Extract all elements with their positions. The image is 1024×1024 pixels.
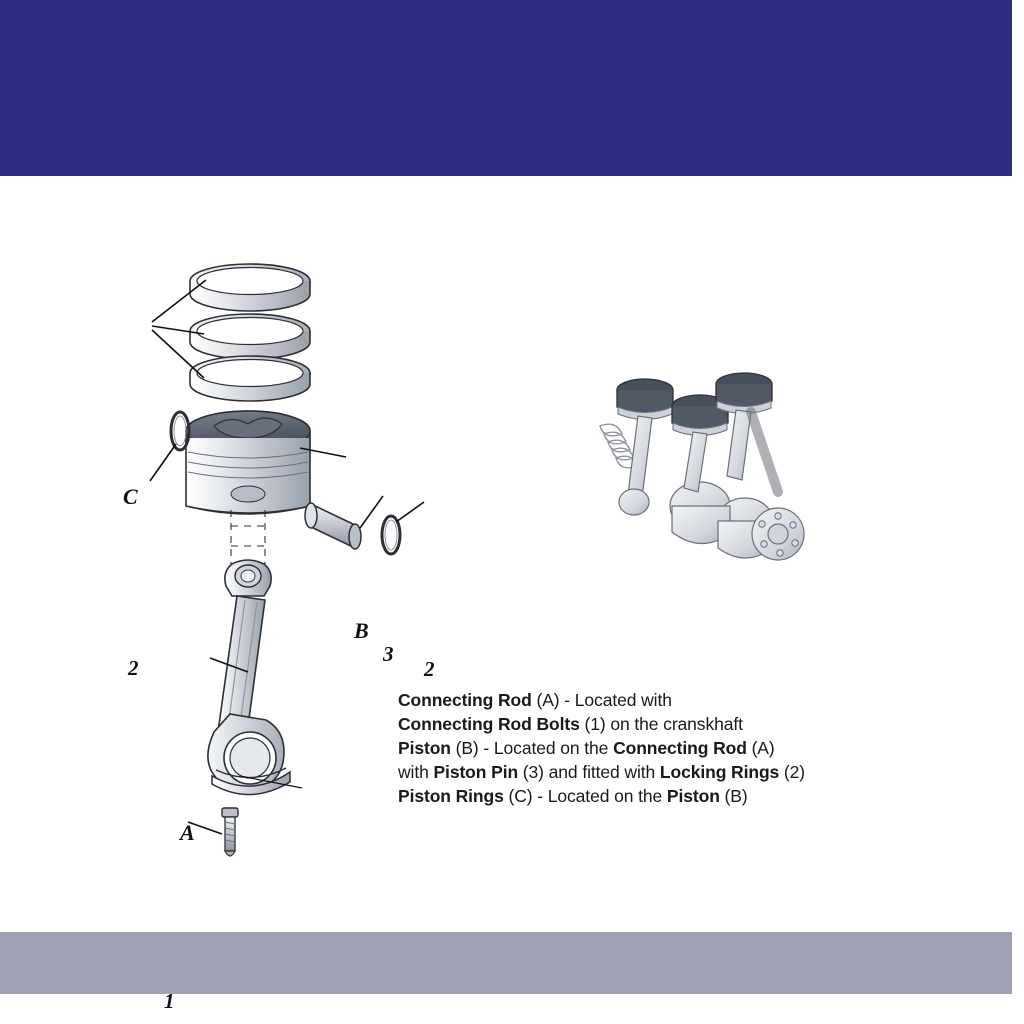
caption-term-connecting-rod-2: Connecting Rod <box>613 738 747 758</box>
bottom-color-band <box>0 932 1012 994</box>
caption-text-3b: (A) <box>746 738 775 758</box>
connecting-rod <box>208 560 290 795</box>
caption-text-5a: (C) - Located on the <box>503 786 667 806</box>
callout-label-3: 3 <box>383 642 394 666</box>
caption-term-piston: Piston <box>398 738 451 758</box>
top-color-band <box>0 0 1012 176</box>
callout-label-1: 1 <box>164 989 175 1013</box>
callout-label-2-right: 2 <box>424 657 435 681</box>
piston-group <box>186 411 310 514</box>
caption-line-1 <box>398 688 868 712</box>
callout-label-2-left: 2 <box>128 656 139 680</box>
piston-rings-group <box>190 264 310 401</box>
caption-line-2 <box>398 712 868 736</box>
callout-label-a: A <box>180 820 195 845</box>
caption-text-1: (A) - Located with <box>531 690 672 710</box>
locking-ring-left <box>171 412 189 450</box>
inset-piston-1 <box>617 379 673 515</box>
caption-text-3a: (B) - Located on the <box>450 738 614 758</box>
callout-label-c: C <box>123 484 138 509</box>
caption-text-4c: (2) <box>779 762 806 782</box>
caption-line-4 <box>398 760 868 784</box>
caption-text-5b: (B) <box>719 786 748 806</box>
inset-piston-3 <box>716 373 778 492</box>
callout-label-b: B <box>354 618 369 643</box>
engine-crankshaft-inset <box>600 373 804 560</box>
caption-text-2: (1) on the cranskhaft <box>579 714 743 734</box>
caption-line-5 <box>398 784 868 808</box>
connecting-rod-bolt <box>222 808 238 856</box>
caption-term-piston-pin: Piston Pin <box>433 762 519 782</box>
piston-assembly-illustration <box>0 176 1024 932</box>
caption-text-4a: with <box>398 762 434 782</box>
caption-text-4b: (3) and fitted with <box>518 762 660 782</box>
diagram-canvas <box>0 176 1024 1013</box>
caption-term-piston-rings: Piston Rings <box>398 786 504 806</box>
caption-term-connecting-rod: Connecting Rod <box>398 690 532 710</box>
caption-term-locking-rings: Locking Rings <box>659 762 780 782</box>
caption-term-connecting-rod-bolts: Connecting Rod Bolts <box>398 714 580 734</box>
inset-piston-2 <box>672 395 728 492</box>
caption-block <box>398 688 868 808</box>
caption-line-3 <box>398 736 868 760</box>
callout-3-leader <box>360 496 383 528</box>
piston-pin <box>305 503 361 549</box>
caption-term-piston-2: Piston <box>666 786 720 806</box>
